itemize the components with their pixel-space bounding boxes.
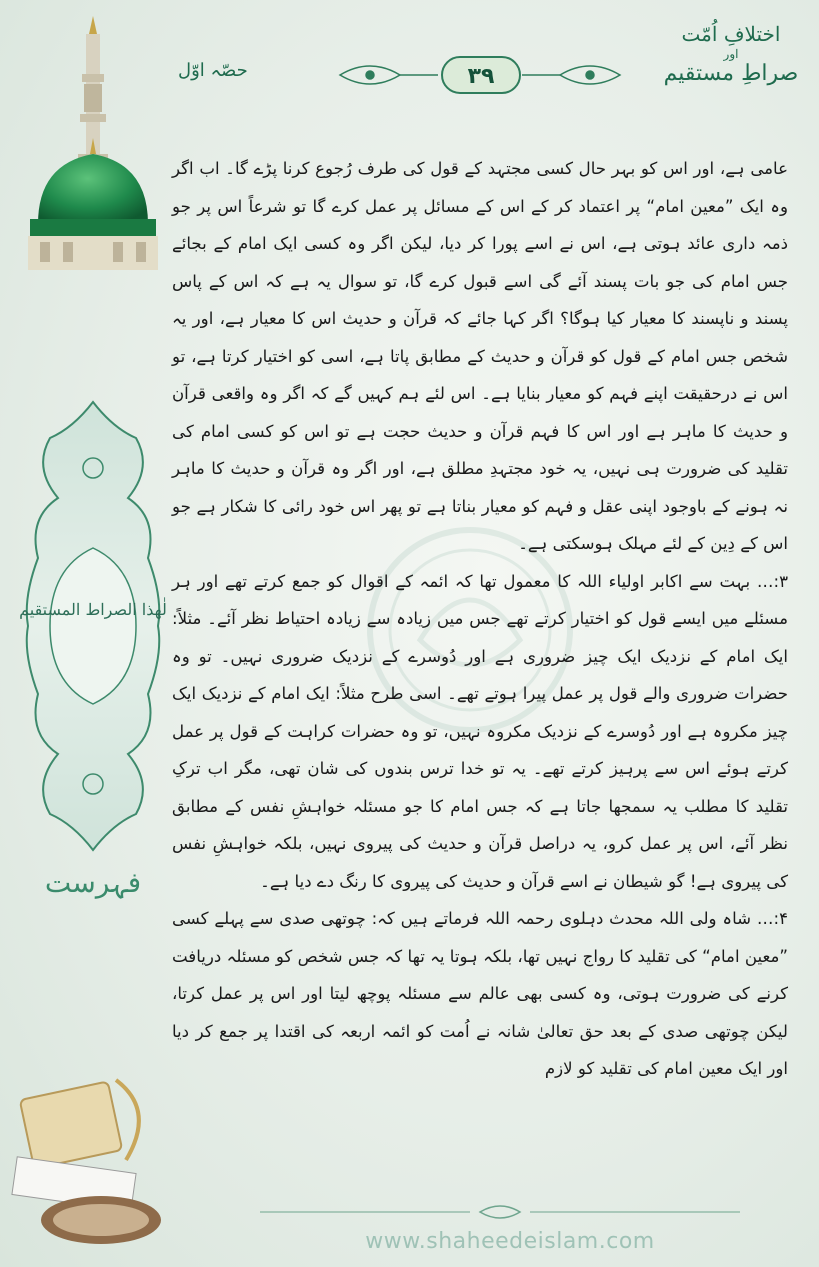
side-panel-calligraphy: لٰھذا الصراط المستقیم	[19, 600, 167, 619]
green-dome-minaret-image	[18, 14, 168, 274]
book-title-line2: صراطِ مستقیم	[663, 61, 799, 86]
book-title-conjunction: اور	[723, 47, 739, 61]
body-paragraph: ۴:… شاہ ولی اللہ محدث دہلوی رحمہ اللہ فرماتے ہیں کہ: چوتھی صدی سے پہلے کسی ”معین امام“ کی تقلید کا رواج نہیں تھا، بلکہ ہوتا یہ تھا کہ جس شخص کو مسئلہ دریافت کرنے کی ضرورت ہوتی، وہ کسی بھی عالم سے مسئلہ پوچھ لیتا اور اس پر عمل کرتا، لیکن چوتھی صدی کے بعد حق تعالیٰ شانہ نے اُمت کو ائمہ اربعہ کی اقتدا پر جمع کر دیا اور ایک معین امام کی تقلید کو لازم	[172, 909, 788, 1078]
footer-ornament	[250, 1200, 750, 1224]
article-body	[172, 150, 788, 1088]
side-ornament-panel	[18, 398, 168, 854]
footer-website-link[interactable]: www.shaheedeislam.com	[365, 1229, 655, 1254]
book-title	[661, 22, 801, 88]
book-title-line1: اختلافِ اُمّت	[681, 22, 781, 46]
section-label: حصّہ اوّل	[178, 60, 248, 81]
page-number-badge: ۳۹	[441, 56, 521, 94]
scroll-quill-illustration	[6, 1070, 171, 1250]
body-paragraph: عامی ہے، اور اس کو بہر حال کسی مجتہد کے قول کی طرف رُجوع کرنا پڑے گا۔ اب اگر وہ ایک ”معین امام“ پر اعتماد کر کے اس کے مسائل پر عمل کرے گا تو شرعاً اس پر جو ذمہ داری عائد ہوتی ہے، اس نے اسے پورا کر دیا، لیکن اگر وہ کسی ایک امام کے بجائے جس امام کی جو بات پسند آئے گی اسے قبول کرے گا، تو سوال یہ ہے کہ اس کے پاس پسند و ناپسند کا معیار کیا ہوگا؟ اگر کہا جائے کہ قرآن و حدیث اس کا معیار ہے، اور یہ شخص جس امام کے قول کو قرآن و حدیث کے مطابق پاتا ہے، اسی کو اختیار کرتا ہے، تو اس نے درحقیقت اپنے فہم کو معیار بنایا ہے۔ اس لئے ہم کہیں گے کہ اگر وہ واقعی قرآن و حدیث کا ماہر ہے اور اس کا فہم قرآن و حدیث حجت ہے تو اس کو کسی امام کی تقلید کی ضرورت ہی نہیں، یہ خود مجتہدِ مطلق ہے، اور اگر وہ قرآن و حدیث کا ماہر نہ ہونے کے باوجود اپنی عقل و فہم کو معیار بناتا ہے تو پھر اس خود رائی کا شکار ہے جو اس کے دِین کے لئے مہلک ہوسکتی ہے۔	[172, 159, 788, 553]
toc-link[interactable]: فہرست	[44, 866, 142, 899]
body-paragraph: ۳:… بہت سے اکابر اولیاء اللہ کا معمول تھا کہ ائمہ کے اقوال کو جمع کرتے تھے اور ہر مسئلے میں ایسے قول کو اختیار کرتے تھے جس میں زیادہ سے زیادہ احتیاط نظر آئے۔ مثلاً: ایک امام کے نزدیک ایک چیز ضروری ہے اور دُوسرے کے نزدیک ضروری نہیں۔ تو وہ حضرات ضروری والے قول پر عمل پیرا ہوتے تھے۔ اسی طرح مثلاً: ایک امام کے نزدیک ایک چیز مکروہ ہے اور دُوسرے کے نزدیک مکروہ نہیں، تو وہ حضرات کراہت کے قول پر عمل کرتے ہوئے اس سے پرہیز کرتے تھے۔ یہ تو خدا ترس بندوں کی شان تھی، مگر اب ترکِ تقلید کا مطلب یہ سمجھا جاتا ہے کہ جس امام کا جو مسئلہ خواہشِ نفس کے مطابق نظر آئے، اس پر عمل کرو، یہ دراصل قرآن و حدیث کی پیروی نہیں، بلکہ خواہشِ نفس کی پیروی ہے! گو شیطان نے اسے قرآن و حدیث کی پیروی کا رنگ دے دیا ہے۔	[172, 571, 788, 891]
